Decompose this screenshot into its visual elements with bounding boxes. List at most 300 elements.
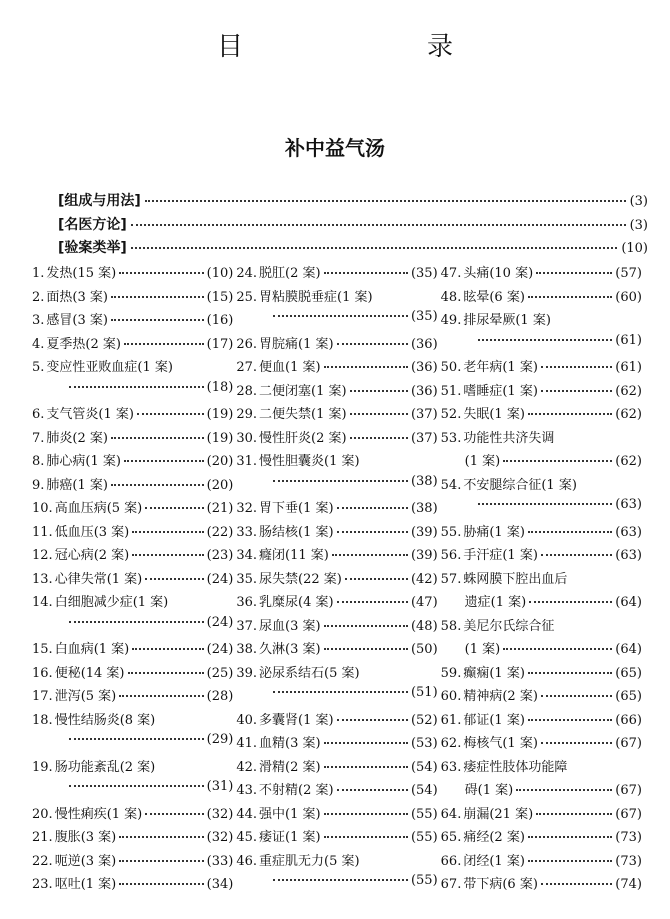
entry-number: 20.: [32, 806, 53, 822]
entry-number: 53.: [440, 430, 462, 446]
toc-entry: [441, 356, 642, 380]
entry-number: 24.: [236, 266, 258, 281]
section-entry: [58, 237, 648, 261]
entry-page: (24): [206, 614, 234, 630]
entry-title: 尿血(3 案): [259, 618, 321, 634]
dot-leader: [541, 695, 612, 697]
toc-entry: [441, 568, 642, 592]
dot-leader: [69, 738, 204, 740]
entry-title: 便秘(14 案): [54, 665, 125, 681]
dot-leader: [516, 789, 612, 791]
entry-page: (21): [206, 501, 234, 516]
entry-title: 不安腿综合征(1 案): [463, 477, 577, 493]
entry-page: (36): [410, 383, 438, 399]
entry-title: 血精(3 案): [259, 736, 321, 751]
entry-page: (32): [206, 806, 234, 822]
entry-number: 31.: [236, 454, 258, 469]
dot-leader: [273, 480, 408, 482]
toc-entry: [441, 333, 642, 357]
entry-page: (25): [206, 665, 234, 681]
entry-number: 13.: [32, 571, 53, 587]
entry-title: 遗症(1 案): [464, 595, 527, 610]
entry-title: 高血压病(5 案): [54, 501, 143, 516]
toc-entry: [236, 356, 437, 380]
toc-column-3: [441, 262, 642, 897]
toc-entry: [32, 850, 233, 874]
dot-leader: [332, 554, 408, 556]
entry-page: (38): [410, 473, 438, 489]
toc-entry: [441, 779, 642, 803]
entry-page: (64): [615, 642, 642, 657]
entry-page: (24): [206, 642, 234, 657]
entry-page: (19): [206, 430, 234, 446]
entry-page: (67): [615, 736, 642, 751]
entry-title: 尿失禁(22 案): [259, 571, 342, 587]
dot-leader: [69, 386, 204, 388]
entry-title: 眩晕(6 案): [463, 289, 525, 305]
dot-leader: [536, 813, 612, 815]
toc-entry: [236, 756, 437, 780]
entry-page: (66): [615, 712, 642, 728]
dot-leader: [478, 339, 613, 341]
toc-entry: [32, 544, 233, 568]
dot-leader: [529, 601, 612, 603]
entry-page: (16): [206, 313, 234, 328]
entry-title: 排尿晕厥(1 案): [463, 313, 551, 328]
entry-title: 夏季热(2 案): [46, 336, 121, 352]
entry-number: 6.: [32, 407, 45, 422]
dot-leader: [528, 719, 612, 721]
toc-entry: [441, 497, 642, 521]
entry-number: 48.: [440, 289, 462, 305]
toc-entry: [441, 662, 642, 686]
dot-leader: [350, 413, 408, 415]
entry-title: 美尼尔氏综合征: [463, 618, 555, 634]
entry-title: 心律失常(1 案): [54, 571, 143, 587]
toc-entry: [32, 474, 233, 498]
section-page: (10): [621, 241, 648, 256]
toc-entry: [236, 544, 437, 568]
toc-entry: [441, 615, 642, 639]
dot-leader: [350, 437, 408, 439]
entry-number: 57.: [440, 571, 462, 587]
entry-title: 郁证(1 案): [463, 712, 525, 728]
toc-entry: [236, 450, 437, 474]
toc-entry: [441, 450, 642, 474]
entry-title: 慢性肝炎(2 案): [259, 430, 347, 446]
entry-page: (15): [206, 289, 234, 305]
entry-title: 白血病(1 案): [54, 642, 130, 657]
entry-number: 45.: [236, 830, 258, 845]
entry-number: 46.: [236, 853, 258, 869]
entry-title: 感冒(3 案): [46, 313, 108, 328]
entry-page: (38): [410, 501, 438, 516]
toc-entry: [32, 403, 233, 427]
dot-leader: [324, 742, 408, 744]
entry-title: 面热(3 案): [46, 289, 108, 305]
toc-entry: [236, 474, 437, 498]
entry-number: 44.: [236, 806, 258, 822]
toc-entry: [236, 262, 437, 286]
dot-leader: [337, 531, 408, 533]
dot-leader: [119, 836, 203, 838]
toc-entry: [441, 709, 642, 733]
toc-entry: [32, 497, 233, 521]
entry-title: 痛经(2 案): [463, 830, 525, 845]
entry-number: 65.: [440, 830, 462, 845]
dot-leader: [145, 200, 626, 202]
dot-leader: [528, 860, 612, 862]
entry-page: (62): [615, 454, 642, 469]
entry-page: (61): [615, 360, 642, 375]
entry-page: (42): [410, 571, 438, 587]
entry-number: 66.: [440, 853, 462, 869]
toc-entry: [236, 826, 437, 850]
toc-entry: [236, 638, 437, 662]
dot-leader: [541, 390, 612, 392]
dot-leader: [528, 296, 612, 298]
entry-title: 慢性痢疾(1 案): [54, 806, 143, 822]
dot-leader: [273, 315, 408, 317]
toc-entry: [236, 286, 437, 310]
entry-title: 白细胞减少症(1 案): [54, 595, 169, 610]
toc-entry: [236, 803, 437, 827]
entry-title: 头痛(10 案): [463, 266, 534, 281]
dot-leader: [124, 343, 204, 345]
toc-entry: [32, 427, 233, 451]
dot-leader: [124, 460, 204, 462]
entry-title: 功能性共济失调: [463, 430, 555, 446]
entry-number: 35.: [236, 571, 258, 587]
entry-number: 23.: [32, 877, 53, 892]
section-label: [名医方论]: [58, 216, 127, 233]
entry-number: 62.: [440, 736, 462, 751]
entry-number: 32.: [236, 501, 258, 516]
entry-number: 43.: [236, 783, 258, 798]
dot-leader: [503, 460, 612, 462]
entry-page: (55): [410, 806, 438, 822]
entry-number: 67.: [440, 877, 462, 892]
dot-leader: [128, 672, 204, 674]
entry-title: (1 案): [464, 454, 501, 469]
toc-entry: [32, 662, 233, 686]
entry-page: (20): [206, 454, 234, 469]
toc-columns: [32, 262, 642, 897]
dot-leader: [119, 883, 203, 885]
dot-leader: [132, 648, 203, 650]
entry-page: (54): [410, 759, 438, 775]
entry-page: (10): [206, 266, 234, 281]
entry-title: 老年病(1 案): [463, 360, 538, 375]
entry-page: (64): [615, 595, 642, 610]
entry-title: 癫痫(1 案): [463, 665, 525, 681]
entry-title: 发热(15 案): [46, 266, 117, 281]
entry-number: 49.: [440, 313, 462, 328]
entry-page: (63): [615, 524, 642, 540]
entry-title: 强中(1 案): [259, 806, 321, 822]
entry-title: 胃粘膜脱垂症(1 案): [259, 289, 373, 305]
entry-number: 18.: [32, 712, 53, 728]
section-entry: [58, 190, 648, 214]
entry-number: 28.: [236, 383, 258, 399]
entry-number: 22.: [32, 853, 53, 869]
entry-page: (39): [410, 524, 438, 540]
dot-leader: [528, 672, 612, 674]
toc-entry: [236, 380, 437, 404]
dot-leader: [541, 742, 612, 744]
toc-entry: [32, 756, 233, 780]
entry-title: 低血压(3 案): [54, 524, 130, 540]
entry-number: 2.: [32, 289, 45, 305]
entry-title: 精神病(2 案): [463, 689, 538, 704]
entry-title: 不射精(2 案): [259, 783, 334, 798]
section-page: (3): [629, 194, 648, 209]
dot-leader: [528, 531, 612, 533]
entry-number: 64.: [440, 806, 462, 822]
toc-entry: [441, 873, 642, 897]
entry-page: (65): [615, 689, 642, 704]
toc-entry: [236, 732, 437, 756]
entry-number: 10.: [32, 501, 53, 516]
entry-page: (47): [410, 595, 438, 610]
toc-entry: [32, 803, 233, 827]
section-subtitle: 补中益气汤: [285, 136, 385, 160]
entry-page: (61): [615, 332, 642, 348]
toc-entry: [236, 521, 437, 545]
entry-page: (29): [206, 732, 234, 747]
entry-title: 胃下垂(1 案): [259, 501, 334, 516]
dot-leader: [337, 343, 408, 345]
dot-leader: [478, 503, 613, 505]
entry-page: (60): [615, 289, 642, 305]
entry-page: (19): [206, 407, 234, 422]
toc-entry: [236, 309, 437, 333]
entry-number: 41.: [236, 736, 258, 751]
entry-title: 久淋(3 案): [259, 642, 321, 657]
entry-page: (57): [615, 266, 642, 281]
dot-leader: [350, 390, 408, 392]
entry-title: 重症肌无力(5 案): [259, 853, 360, 869]
entry-page: (18): [206, 379, 234, 395]
entry-number: 25.: [236, 289, 258, 305]
toc-entry: [32, 779, 233, 803]
entry-title: 肺心病(1 案): [46, 454, 121, 469]
dot-leader: [337, 789, 408, 791]
toc-entry: [441, 427, 642, 451]
entry-number: 4.: [32, 336, 45, 352]
entry-page: (73): [615, 853, 642, 869]
entry-number: 50.: [440, 360, 462, 375]
entry-number: 12.: [32, 548, 53, 563]
entry-number: 59.: [440, 665, 462, 681]
dot-leader: [119, 695, 203, 697]
toc-entry: [32, 262, 233, 286]
dot-leader: [273, 691, 408, 693]
entry-page: (63): [615, 497, 642, 512]
entry-title: 痿症性肢体功能障: [463, 759, 568, 775]
section-entry: [58, 214, 648, 238]
dot-leader: [324, 625, 408, 627]
entry-title: 脱肛(2 案): [259, 266, 321, 281]
entry-title: 碍(1 案): [464, 783, 514, 798]
entry-page: (65): [615, 665, 642, 681]
toc-entry: [32, 356, 233, 380]
entry-title: 嗜睡症(1 案): [463, 383, 538, 399]
entry-page: (48): [410, 618, 438, 634]
dot-leader: [69, 621, 204, 623]
entry-number: 3.: [32, 313, 45, 328]
toc-entry: [32, 521, 233, 545]
entry-number: 19.: [32, 759, 53, 775]
section-list: [58, 190, 648, 261]
entry-number: 15.: [32, 642, 53, 657]
toc-entry: [441, 756, 642, 780]
entry-title: 泌尿系结石(5 案): [259, 665, 360, 681]
entry-title: 手汗症(1 案): [463, 548, 538, 563]
entry-page: (36): [410, 360, 438, 375]
entry-page: (22): [206, 524, 234, 540]
entry-number: 7.: [32, 430, 45, 446]
toc-entry: [441, 403, 642, 427]
entry-page: (37): [410, 430, 438, 446]
entry-title: 失眠(1 案): [463, 407, 525, 422]
entry-page: (74): [615, 877, 642, 892]
entry-page: (73): [615, 830, 642, 845]
dot-leader: [324, 648, 408, 650]
toc-entry: [236, 427, 437, 451]
dot-leader: [145, 507, 203, 509]
entry-number: 42.: [236, 759, 258, 775]
dot-leader: [536, 272, 612, 274]
entry-number: 55.: [440, 524, 462, 540]
entry-page: (35): [410, 266, 438, 281]
entry-title: 带下病(6 案): [463, 877, 538, 892]
toc-entry: [32, 638, 233, 662]
toc-entry: [32, 286, 233, 310]
entry-title: 冠心病(2 案): [54, 548, 130, 563]
entry-page: (17): [206, 336, 234, 352]
dot-leader: [111, 437, 204, 439]
entry-title: 乳糜尿(4 案): [259, 595, 334, 610]
dot-leader: [273, 879, 408, 881]
entry-page: (62): [615, 407, 642, 422]
toc-entry: [236, 568, 437, 592]
entry-number: 39.: [236, 665, 258, 681]
entry-page: (62): [615, 383, 642, 399]
toc-entry: [32, 873, 233, 897]
toc-entry: [236, 497, 437, 521]
dot-leader: [503, 648, 612, 650]
entry-number: 5.: [32, 360, 45, 375]
page-title: 目 录: [216, 32, 497, 62]
entry-page: (37): [410, 407, 438, 422]
entry-title: 慢性胆囊炎(1 案): [259, 454, 360, 469]
toc-entry: [236, 403, 437, 427]
toc-entry: [441, 638, 642, 662]
entry-number: 56.: [440, 548, 462, 563]
entry-number: 9.: [32, 477, 45, 493]
entry-number: 27.: [236, 360, 258, 375]
entry-title: 梅核气(1 案): [463, 736, 538, 751]
toc-entry: [236, 662, 437, 686]
toc-entry: [236, 779, 437, 803]
toc-entry: [441, 826, 642, 850]
dot-leader: [119, 272, 203, 274]
toc-entry: [32, 450, 233, 474]
toc-entry: [441, 521, 642, 545]
entry-page: (36): [410, 336, 438, 352]
toc-entry: [32, 685, 233, 709]
dot-leader: [132, 531, 203, 533]
dot-leader: [324, 272, 408, 274]
entry-number: 11.: [32, 524, 53, 540]
entry-title: 胁痛(1 案): [463, 524, 525, 540]
dot-leader: [345, 578, 408, 580]
entry-number: 58.: [440, 618, 462, 634]
entry-title: 腹胀(3 案): [54, 830, 117, 845]
toc-entry: [236, 333, 437, 357]
dot-leader: [69, 785, 204, 787]
entry-title: 肠结核(1 案): [259, 524, 334, 540]
dot-leader: [111, 484, 204, 486]
dot-leader: [337, 719, 408, 721]
dot-leader: [145, 813, 203, 815]
toc-entry: [441, 591, 642, 615]
dot-leader: [132, 554, 203, 556]
entry-page: (67): [615, 806, 642, 822]
toc-entry: [32, 309, 233, 333]
dot-leader: [131, 224, 626, 226]
entry-title: 崩漏(21 案): [463, 806, 534, 822]
entry-page: (55): [410, 830, 438, 845]
dot-leader: [111, 296, 204, 298]
entry-title: 肺炎(2 案): [46, 430, 108, 446]
entry-number: 61.: [440, 712, 462, 728]
entry-number: 36.: [236, 595, 258, 610]
toc-entry: [441, 380, 642, 404]
entry-number: 51.: [440, 383, 462, 399]
entry-title: 呃逆(3 案): [54, 853, 117, 869]
toc-entry: [32, 591, 233, 615]
entry-number: 47.: [440, 266, 462, 281]
toc-entry: [32, 709, 233, 733]
toc-entry: [441, 732, 642, 756]
entry-number: 29.: [236, 407, 258, 422]
section-label: [验案类举]: [58, 240, 127, 256]
entry-number: 21.: [32, 830, 53, 845]
toc-entry: [236, 709, 437, 733]
toc-entry: [441, 262, 642, 286]
entry-page: (51): [410, 685, 438, 700]
toc-column-2: [236, 262, 437, 897]
entry-page: (35): [410, 309, 438, 324]
entry-number: 54.: [440, 477, 462, 493]
dot-leader: [324, 813, 408, 815]
entry-title: 支气管炎(1 案): [46, 407, 134, 422]
entry-number: 60.: [440, 689, 462, 704]
entry-page: (52): [410, 712, 438, 728]
entry-page: (34): [206, 877, 234, 892]
entry-number: 26.: [236, 336, 258, 352]
toc-entry: [236, 850, 437, 874]
dot-leader: [324, 366, 408, 368]
entry-title: 便血(1 案): [259, 360, 321, 375]
toc-entry: [32, 732, 233, 756]
entry-number: 14.: [32, 595, 53, 610]
entry-title: 二便失禁(1 案): [259, 407, 347, 422]
section-page: (3): [629, 217, 648, 233]
entry-title: 二便闭塞(1 案): [259, 383, 347, 399]
